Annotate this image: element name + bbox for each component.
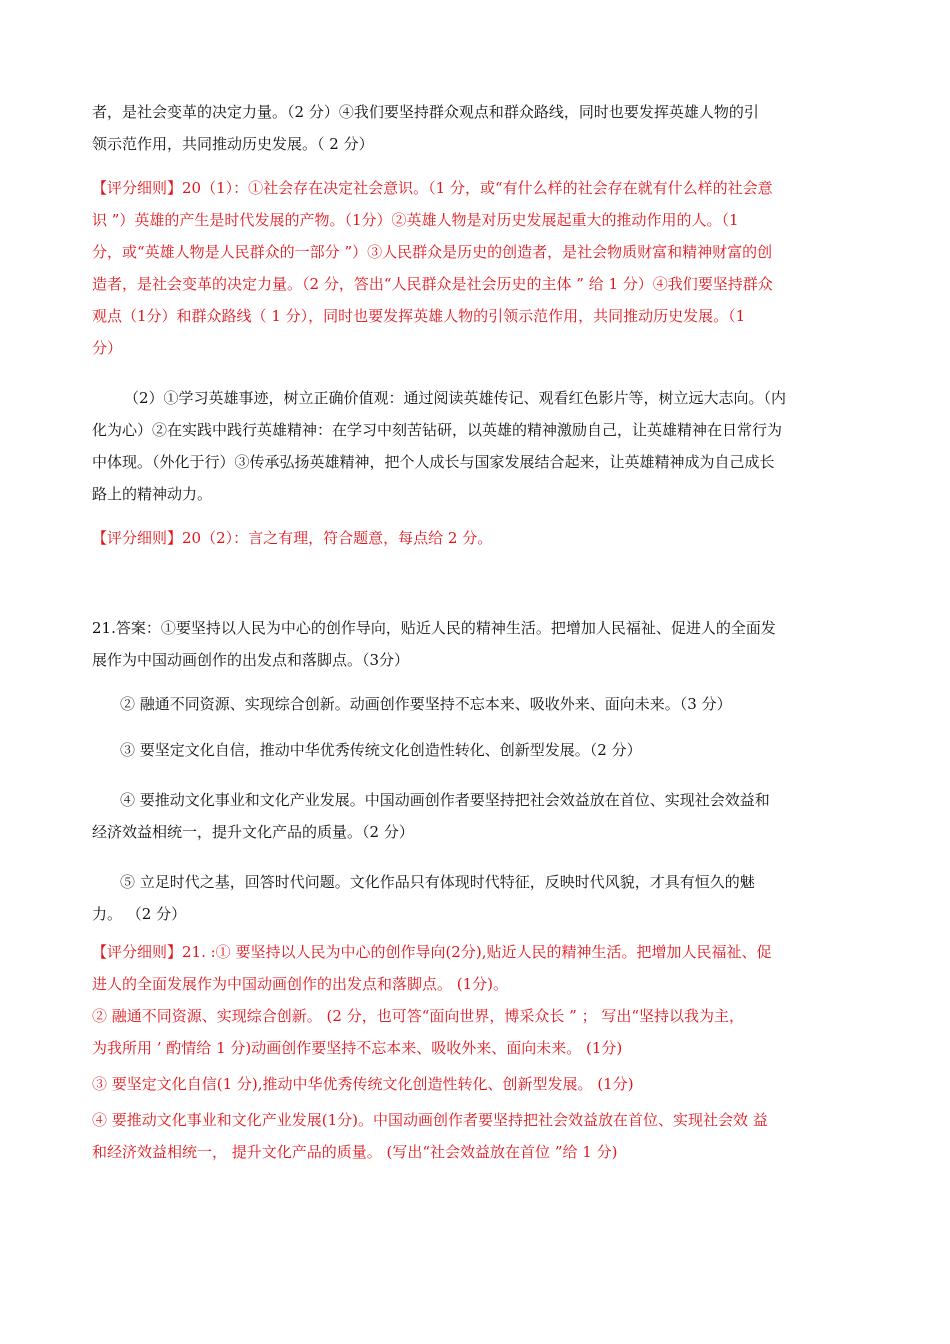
answer-21-point-4 <box>92 784 864 848</box>
text-line: 21.答案：①要坚持以人民为中心的创作导向，贴近人民的精神生活。把增加人民福祉、促进人的全面发 <box>92 619 776 637</box>
text-line: 【评分细则】20（2）：言之有理，符合题意，每点给 2 分。 <box>92 529 493 547</box>
grading-rules-21-point-2 <box>92 1000 864 1064</box>
text-line: ⑤ 立足时代之基，回答时代问题。文化作品只有体现时代特征，反映时代风貌，才具有恒久的魅 <box>120 873 755 891</box>
text-line: 分） <box>92 339 123 357</box>
text-line: 领示范作用，共同推动历史发展。（ 2 分） <box>92 135 374 153</box>
grading-rules-21-point-1 <box>92 936 864 1000</box>
text-line: 路上的精神动力。 <box>92 485 213 503</box>
text-line: 观点（1分）和群众路线（ 1 分），同时也要发挥英雄人物的引领示范作用，共同推动历史发展。（1 <box>92 307 746 325</box>
grading-rules-21-point-3 <box>92 1068 864 1100</box>
text-line: 经济效益相统一，提升文化产品的质量。（2 分） <box>92 823 414 841</box>
text-line: 化为心）②在实践中践行英雄精神：在学习中刻苦钻研，以英雄的精神激励自己，让英雄精神在日常行为 <box>92 421 783 439</box>
text-line: 【评分细则】21. :① 要坚持以人民为中心的创作导向(2分),贴近人民的精神生活。把增加人民福祉、促 <box>92 943 772 961</box>
text-line: ③ 要坚定文化自信(1 分),推动中华优秀传统文化创造性转化、创新型发展。 (1分) <box>92 1075 634 1093</box>
text-line: 力。 （2 分） <box>92 905 187 923</box>
answer-21-point-2 <box>92 688 864 720</box>
grading-rules-20-2 <box>92 522 864 554</box>
answer-21-point-3 <box>92 734 864 766</box>
text-line: 进人的全面发展作为中国动画创作的出发点和落脚点。 (1分)。 <box>92 975 509 993</box>
text-line: ② 融通不同资源、实现综合创新。 (2 分，也可答“面向世界，博采众长 ” ； 写出“坚持以我为主， <box>92 1007 745 1025</box>
text-line: 分，或“英雄人物是人民群众的一部分 ”）③人民群众是历史的创造者，是社会物质财富和精神财富的创 <box>92 243 773 261</box>
text-line: 中体现。（外化于行）③传承弘扬英雄精神，把个人成长与国家发展结合起来，让英雄精神成为自己成长 <box>92 453 775 471</box>
text-line: ④ 要推动文化事业和文化产业发展。中国动画创作者要坚持把社会效益放在首位、实现社会效益和 <box>120 791 770 809</box>
grading-rules-21-point-4 <box>92 1104 864 1168</box>
answer-21-point-5 <box>92 866 864 930</box>
text-line: ④ 要推动文化事业和文化产业发展(1分)。中国动画创作者要坚持把社会效益放在首位、实现社会效 益 <box>92 1111 768 1129</box>
text-line: （2）①学习英雄事迹，树立正确价值观：通过阅读英雄传记、观看红色影片等，树立远大志向。（内 <box>124 389 787 407</box>
answer-20-1-tail <box>92 96 864 160</box>
text-line: 展作为中国动画创作的出发点和落脚点。（3分） <box>92 651 410 669</box>
text-line: 为我所用 ’ 酌情给 1 分)动画创作要坚持不忘本来、吸收外来、面向未来。 (1分) <box>92 1039 623 1057</box>
text-line: 造者，是社会变革的决定力量。（2 分，答出“人民群众是社会历史的主体 ” 给 1 分）④我们要坚持群众 <box>92 275 773 293</box>
text-line: 识 ”）英雄的产生是时代发展的产物。（1分）②英雄人物是对历史发展起重大的推动作用的人。（1 <box>92 211 739 229</box>
text-line: ② 融通不同资源、实现综合创新。动画创作要坚持不忘本来、吸收外来、面向未来。（3 分） <box>120 695 732 713</box>
text-line: 和经济效益相统一， 提升文化产品的质量。 (写出“社会效益放在首位 ”给 1 分) <box>92 1143 618 1161</box>
text-line: ③ 要坚定文化自信，推动中华优秀传统文化创造性转化、创新型发展。（2 分） <box>120 741 642 759</box>
text-line: 者，是社会变革的决定力量。（2 分）④我们要坚持群众观点和群众路线，同时也要发挥英雄人物的引 <box>92 103 759 121</box>
text-line: 【评分细则】20（1）：①社会存在决定社会意识。（1 分，或“有什么样的社会存在就有什么样的社会意 <box>92 179 773 197</box>
answer-21-point-1 <box>92 612 864 676</box>
answer-20-2 <box>92 382 864 510</box>
grading-rules-20-1 <box>92 172 864 364</box>
